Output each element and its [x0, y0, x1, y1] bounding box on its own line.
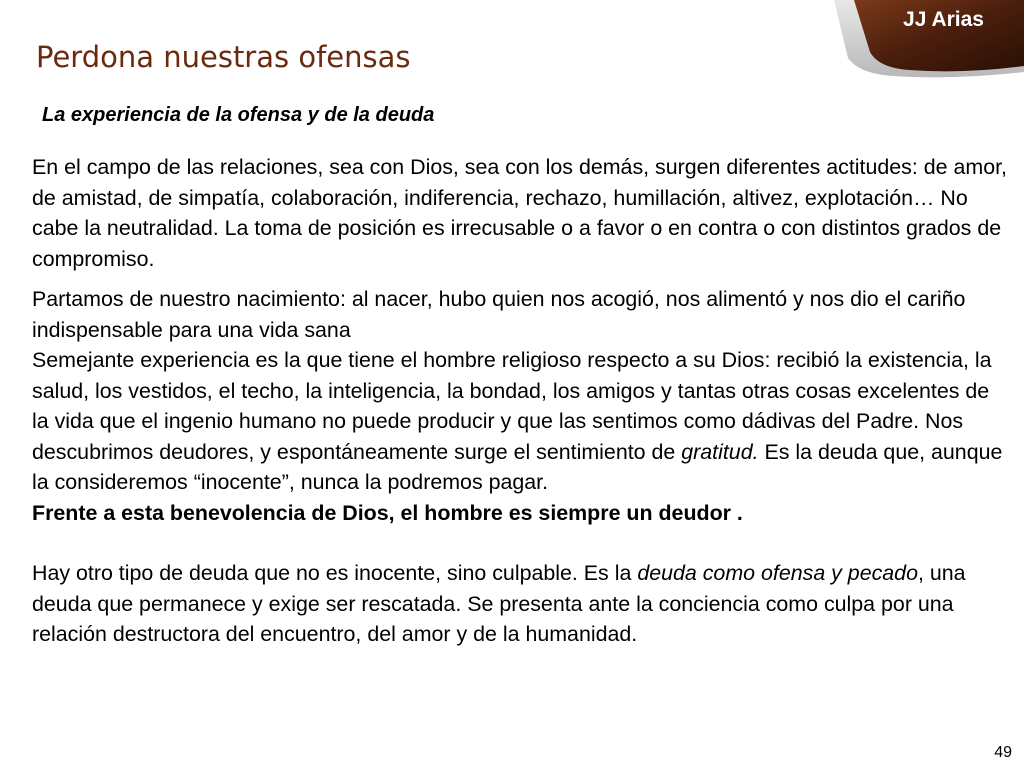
- text-run: , una deuda que permanece y exige ser rescatada. Se presenta ante la conciencia como culpa por una relación destructora del encuentro, del amor y de la humanidad.: [32, 561, 966, 646]
- page-number: 49: [994, 744, 1012, 761]
- paragraph-guilt-debt: [32, 558, 1007, 650]
- italic-deuda-ofensa: deuda como ofensa y pecado: [637, 561, 918, 585]
- text-run: Semejante experiencia es la que tiene el hombre religioso respecto a su Dios: recibió la existencia, la salud, los vestidos, el techo, la inteligencia, la bondad, los amigos y tantas otras cosas excelentes de la vida que el ingenio humano no puede producir y que las sentimos como dádivas del Padre. Nos descubrimos deudores, y espontáneamente surge el sentimiento de: [32, 348, 992, 464]
- slide-subtitle: La experiencia de la ofensa y de la deuda: [42, 104, 435, 126]
- text-run: Hay otro tipo de deuda que no es inocente, sino culpable. Es la: [32, 561, 632, 585]
- bold-conclusion: Frente a esta benevolencia de Dios, el hombre es siempre un deudor .: [32, 500, 743, 525]
- paragraph-religious-experience: [32, 345, 1007, 498]
- text-run: Es la deuda que, aunque la consideremos “inocente”, nunca la podremos pagar.: [32, 439, 1003, 494]
- slide-title: Perdona nuestras ofensas: [36, 40, 411, 74]
- paragraph-birth: Partamos de nuestro nacimiento: al nacer, hubo quien nos acogió, nos alimentó y nos dio el cariño indispensable para una vida sana: [32, 287, 966, 342]
- paragraph-relations: En el campo de las relaciones, sea con Dios, sea con los demás, surgen diferentes actitudes: de amor, de amistad, de simpatía, colaboración, indiferencia, rechazo, humillación, altivez, explotación… No cabe la neutralidad. La toma de posición es irrecusable o a favor o en contra o con distintos grados de compromiso.: [32, 155, 1007, 271]
- slide-body: [32, 152, 1007, 650]
- author-label: JJ Arias: [903, 8, 984, 31]
- italic-gratitud: gratitud.: [681, 439, 759, 464]
